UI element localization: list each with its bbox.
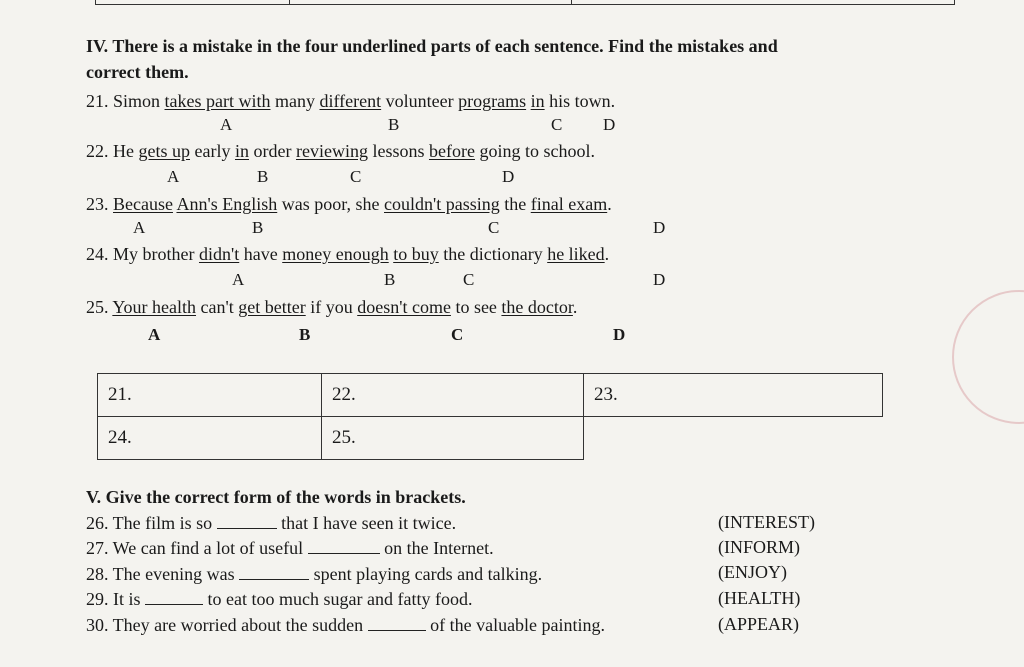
option-letter: B (384, 270, 396, 289)
table-row (98, 374, 883, 417)
option-letter: C (551, 115, 563, 134)
option-letter: D (603, 115, 616, 134)
option-letter: A (220, 115, 233, 134)
top-table-remnant (95, 0, 955, 5)
option-letter: A (232, 270, 245, 289)
answer-cell-21[interactable]: 21. (98, 374, 322, 417)
section-5-title: V. Give the correct form of the words in brackets. (86, 487, 466, 507)
word-hint: (APPEAR) (718, 614, 800, 634)
option-letter: A (148, 325, 161, 344)
option-letter: B (388, 115, 400, 134)
option-letter: B (299, 325, 311, 344)
answer-cell-24[interactable]: 24. (98, 417, 322, 460)
answer-cell-25[interactable]: 25. (322, 417, 584, 460)
word-form-item-28: 28. The evening was spent playing cards and talking. (86, 564, 543, 584)
option-letter: A (167, 167, 180, 186)
option-letter: A (133, 218, 146, 237)
option-letter: D (613, 325, 626, 344)
word-form-item-27: 27. We can find a lot of useful on the Internet. (86, 538, 494, 558)
section-4-title-continued: correct them. (86, 62, 189, 82)
option-letter: C (451, 325, 464, 344)
word-hint: (INTEREST) (718, 512, 815, 532)
sentence-22: 22. He gets up early in order reviewing lessons before going to school. (86, 141, 595, 161)
faint-stamp (952, 290, 1024, 424)
option-letter: D (653, 270, 666, 289)
word-form-item-30: 30. They are worried about the sudden of the valuable painting. (86, 615, 606, 635)
option-letter: B (257, 167, 269, 186)
option-letter: C (350, 167, 362, 186)
answer-blank[interactable] (308, 539, 380, 554)
answer-blank[interactable] (145, 590, 203, 605)
word-hint: (ENJOY) (718, 562, 787, 582)
answer-blank[interactable] (239, 565, 309, 580)
section-4-title: IV. There is a mistake in the four underlined parts of each sentence. Find the mistakes and (86, 36, 778, 56)
sentence-21: 21. Simon takes part with many different volunteer programs in his town. (86, 91, 616, 111)
option-letter: D (653, 218, 666, 237)
sentence-24: 24. My brother didn't have money enough to buy the dictionary he liked. (86, 244, 610, 264)
answer-cell-23[interactable]: 23. (584, 374, 883, 417)
sentence-25: 25. Your health can't get better if you doesn't come to see the doctor. (86, 297, 578, 317)
word-hint: (INFORM) (718, 537, 801, 557)
answer-table (97, 373, 883, 460)
word-hint: (HEALTH) (718, 588, 801, 608)
sentence-23: 23. Because Ann's English was poor, she couldn't passing the final exam. (86, 194, 612, 214)
word-form-item-29: 29. It is to eat too much sugar and fatty food. (86, 589, 473, 609)
word-form-item-26: 26. The film is so that I have seen it twice. (86, 513, 457, 533)
option-letter: D (502, 167, 515, 186)
table-row (98, 417, 883, 460)
option-letter: C (463, 270, 475, 289)
option-letter: B (252, 218, 264, 237)
option-letter: C (488, 218, 500, 237)
answer-cell-22[interactable]: 22. (322, 374, 584, 417)
answer-blank[interactable] (368, 616, 426, 631)
answer-blank[interactable] (217, 514, 277, 529)
empty-cell (584, 417, 883, 460)
